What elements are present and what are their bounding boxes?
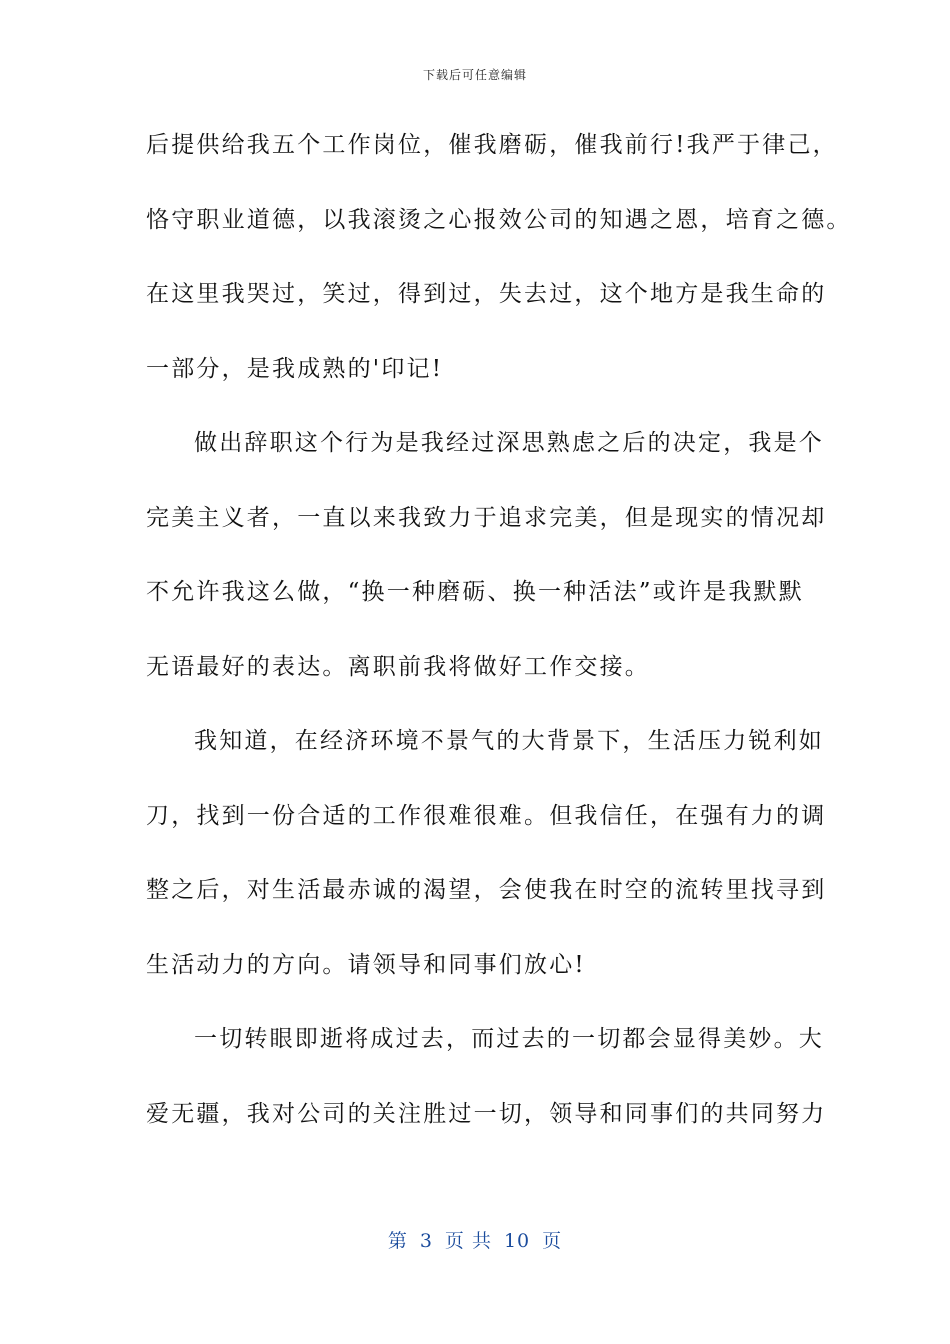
total-pages: 10 [503,1230,531,1252]
page-footer [0,1226,950,1253]
text-line: 后提供给我五个工作岗位，催我磨砺，催我前行!我严于律己， [146,132,838,158]
footer-suffix: 页 [542,1230,563,1252]
page-header: 下载后可任意编辑 [422,68,527,82]
text-line: 一部分，是我成熟的'印记! [146,355,444,382]
text-line: 爱无疆，我对公司的关注胜过一切，领导和同事们的共同努力 [146,1100,827,1127]
page-number: 3 [419,1230,433,1252]
paragraph-start-line: 一切转眼即逝将成过去，而过去的一切都会显得美妙。大 [194,1026,824,1052]
document-body [146,118,852,1161]
text-line: 不允许我这么做，“换一种磨砺、换一种活法”或许是我默默 [146,579,804,605]
text-line: 整之后，对生活最赤诚的渴望，会使我在时空的流转里找寻到 [146,877,827,903]
footer-middle: 页 共 [444,1230,492,1252]
text-line: 在这里我哭过，笑过，得到过，失去过，这个地方是我生命的 [146,281,827,307]
text-line: 恪守职业道德，以我滚烫之心报效公司的知遇之恩，培育之德。 [146,206,852,233]
text-line: 刀，找到一份合适的工作很难很难。但我信任，在强有力的调 [146,802,827,829]
text-line: 生活动力的方向。请领导和同事们放心! [146,951,586,978]
paragraph-start-line: 我知道，在经济环境不景气的大背景下，生活压力锐利如 [194,728,824,754]
text-line: 无语最好的表达。离职前我将做好工作交接。 [146,653,650,680]
paragraph-start-line: 做出辞职这个行为是我经过深思熟虑之后的决定，我是个 [194,430,824,456]
footer-prefix: 第 [387,1230,408,1252]
text-line: 完美主义者，一直以来我致力于追求完美，但是现实的情况却 [146,504,827,531]
